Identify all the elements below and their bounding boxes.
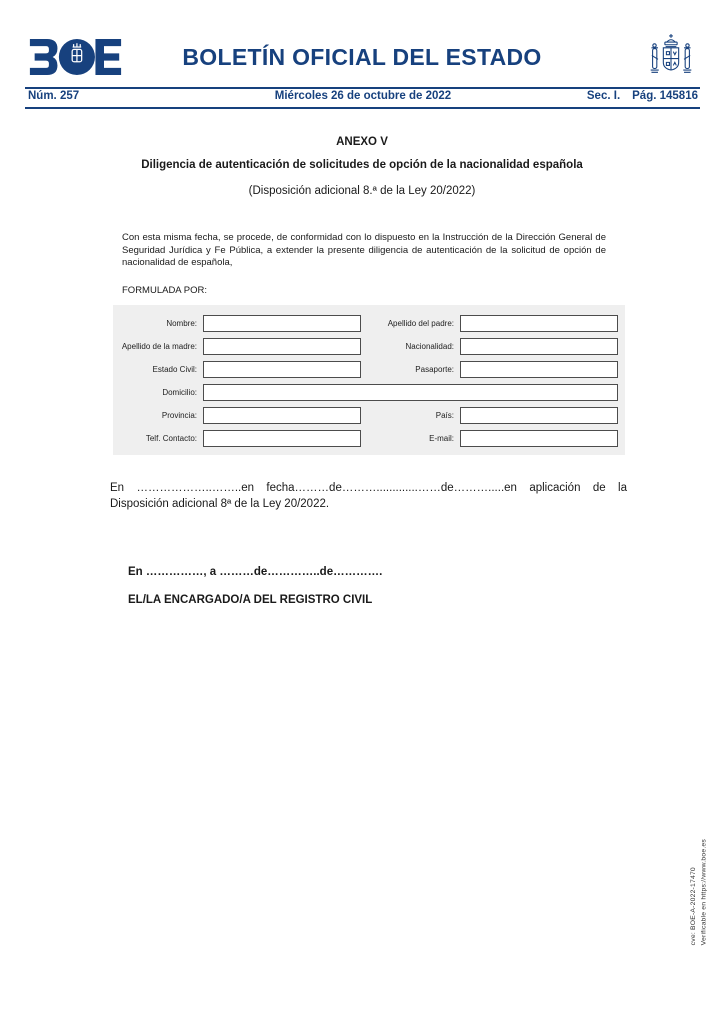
label-apellido-madre: Apellido de la madre: <box>121 342 197 351</box>
input-apellido-padre[interactable] <box>460 315 618 332</box>
page-number: Pág. 145816 <box>632 90 698 102</box>
input-telf-contacto[interactable] <box>203 430 361 447</box>
applicant-form-grid <box>113 305 625 447</box>
input-apellido-madre[interactable] <box>203 338 361 355</box>
section-page <box>531 90 699 102</box>
masthead-divider-top <box>25 87 700 89</box>
cve-code: cve: BOE-A-2022-17470 <box>689 866 697 945</box>
verifiable-url: Verificable en https://www.boe.es <box>700 838 708 945</box>
label-nombre: Nombre: <box>166 319 197 328</box>
section-label: Sec. I. <box>586 90 621 102</box>
input-nacionalidad[interactable] <box>460 338 618 355</box>
input-provincia[interactable] <box>203 407 361 424</box>
spain-coat-of-arms-icon <box>648 28 694 86</box>
formulada-por-label: FORMULADA POR: <box>122 285 207 296</box>
signer-title: EL/LA ENCARGADO/A DEL REGISTRO CIVIL <box>128 594 373 606</box>
issue-number: Núm. 257 <box>28 90 80 102</box>
label-provincia: Provincia: <box>161 411 197 420</box>
label-apellido-padre: Apellido del padre: <box>387 319 454 328</box>
document-title: Diligencia de autenticación de solicitudes de opción de la nacionalidad española <box>141 159 583 171</box>
input-domicilio[interactable] <box>203 384 618 401</box>
label-pais: País: <box>435 411 454 420</box>
input-nombre[interactable] <box>203 315 361 332</box>
applicant-form-panel <box>113 305 625 455</box>
label-telf-contacto: Telf. Contacto: <box>145 434 197 443</box>
label-nacionalidad: Nacionalidad: <box>405 342 454 351</box>
document-subtitle: (Disposición adicional 8.ª de la Ley 20/2022) <box>248 185 476 197</box>
issue-meta-bar <box>28 90 698 102</box>
input-estado-civil[interactable] <box>203 361 361 378</box>
application-line: En ………………..……..en fecha………de……….............……de……….....en aplicación de la Disposición adicional 8ª de la Ley 20/2022. <box>110 482 627 510</box>
input-pasaporte[interactable] <box>460 361 618 378</box>
signature-date-line: En ……………, a ………de…………..de…………. <box>128 566 383 578</box>
annex-heading: ANEXO V <box>336 136 388 148</box>
masthead-title: BOLETÍN OFICIAL DEL ESTADO <box>182 44 542 70</box>
label-email: E-mail: <box>429 434 454 443</box>
issue-date: Miércoles 26 de octubre de 2022 <box>274 90 452 102</box>
input-email[interactable] <box>460 430 618 447</box>
intro-paragraph: Con esta misma fecha, se procede, de conformidad con lo dispuesto en la Instrucción de la Dirección General de Seguridad Jurídica y Fe Pública, a extender la presente diligencia de autenticación de la solicitud de opción de nacionalidad de española, <box>122 232 606 269</box>
vertical-footer <box>689 839 710 945</box>
input-pais[interactable] <box>460 407 618 424</box>
label-estado-civil: Estado Civil: <box>152 365 197 374</box>
label-pasaporte: Pasaporte: <box>415 365 454 374</box>
label-domicilio: Domicilio: <box>162 388 197 397</box>
masthead-divider-bottom <box>25 107 700 109</box>
